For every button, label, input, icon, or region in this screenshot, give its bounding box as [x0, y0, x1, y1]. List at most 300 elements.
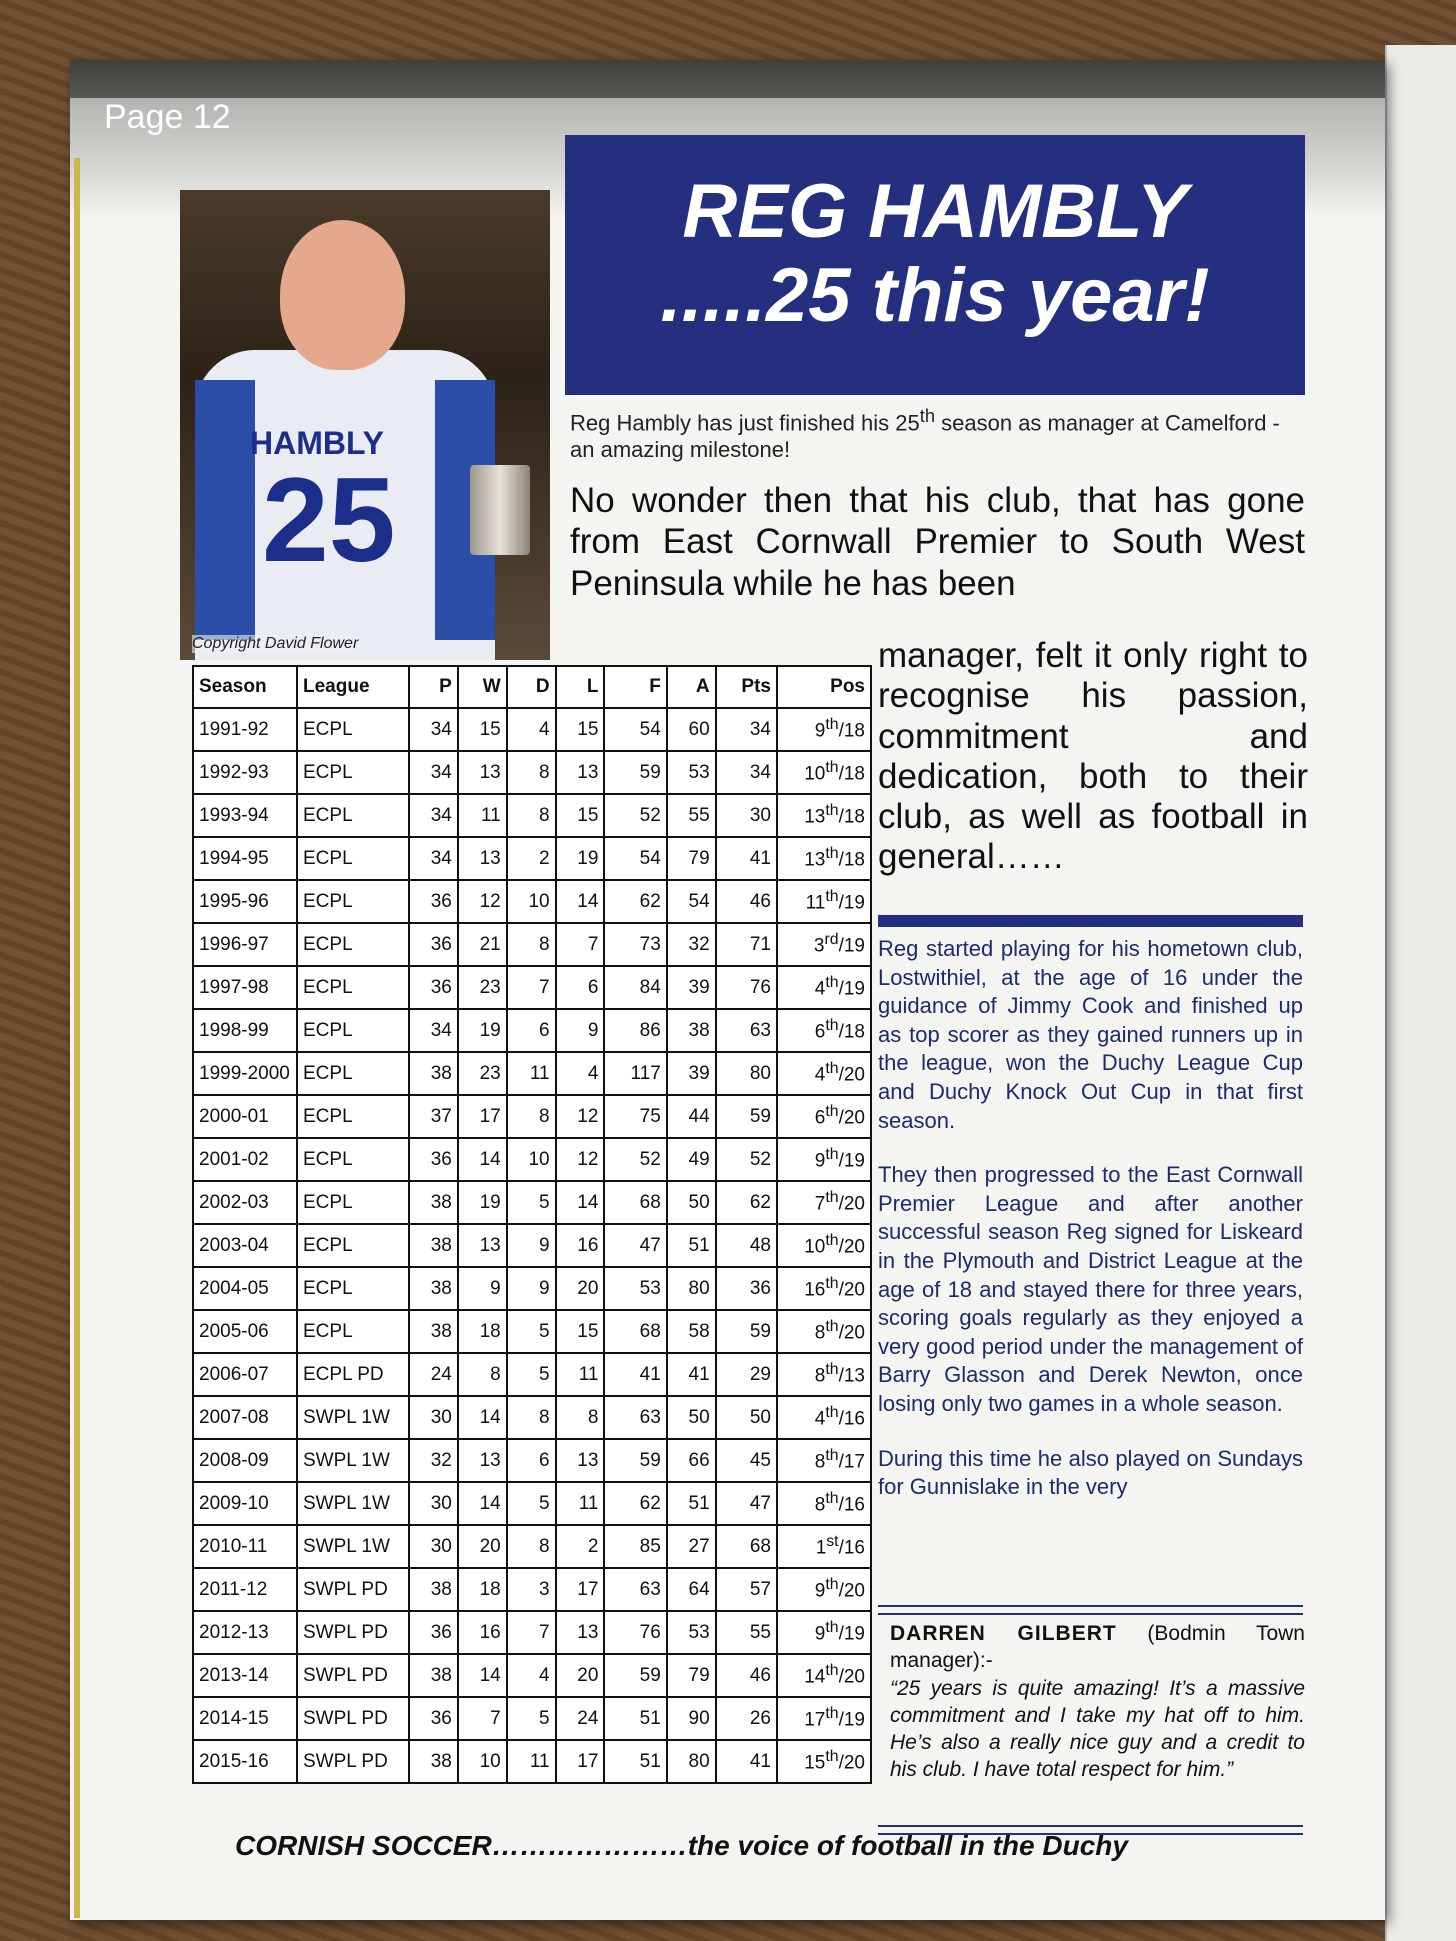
cell-f: 52: [604, 794, 666, 837]
cell-f: 76: [604, 1611, 666, 1654]
cell-w: 15: [458, 708, 507, 751]
cell-d: 9: [507, 1267, 556, 1310]
cell-p: 34: [409, 1009, 458, 1052]
intro-before: Reg Hambly has just finished his 25: [570, 410, 920, 436]
cell-a: 53: [667, 1611, 716, 1654]
cell-w: 14: [458, 1654, 507, 1697]
cell-p: 34: [409, 751, 458, 794]
cell-p: 36: [409, 966, 458, 1009]
pos-suffix: st: [826, 1533, 839, 1551]
pos-suffix: th: [825, 845, 839, 863]
cell-pts: 30: [716, 794, 777, 837]
pos-total: /19: [838, 935, 865, 957]
cell-season: 1997-98: [193, 966, 297, 1009]
cell-a: 79: [667, 837, 716, 880]
cell-f: 68: [604, 1181, 666, 1224]
pos-total: /18: [838, 806, 865, 828]
cell-pts: 62: [716, 1181, 777, 1224]
cell-pts: 29: [716, 1353, 777, 1396]
cell-pos: [777, 708, 871, 751]
cell-season: 2000-01: [193, 1095, 297, 1138]
pos-number: 8: [814, 1451, 826, 1473]
cell-w: 12: [458, 880, 507, 923]
pos-suffix: th: [825, 974, 839, 992]
cell-f: 53: [604, 1267, 666, 1310]
cell-l: 16: [556, 1224, 605, 1267]
cell-pts: 34: [716, 708, 777, 751]
cell-season: 1999-2000: [193, 1052, 297, 1095]
article-body: [878, 935, 1303, 1528]
cell-l: 13: [556, 1611, 605, 1654]
cell-a: 39: [667, 966, 716, 1009]
col-header-w: W: [458, 666, 507, 708]
photo-sleeve-left: [195, 380, 255, 640]
cell-season: 2011-12: [193, 1568, 297, 1611]
cell-league: ECPL: [297, 1267, 409, 1310]
cell-pts: 34: [716, 751, 777, 794]
cell-p: 30: [409, 1396, 458, 1439]
cell-season: 2007-08: [193, 1396, 297, 1439]
title-banner: [565, 135, 1305, 395]
cell-p: 36: [409, 1611, 458, 1654]
pos-suffix: th: [825, 1318, 839, 1336]
pos-suffix: th: [825, 1103, 839, 1121]
pos-number: 8: [814, 1322, 826, 1344]
cell-league: SWPL 1W: [297, 1482, 409, 1525]
cell-p: 38: [409, 1740, 458, 1783]
cell-p: 34: [409, 708, 458, 751]
cell-a: 27: [667, 1525, 716, 1568]
cell-l: 15: [556, 708, 605, 751]
intro-text: [570, 405, 1305, 463]
section-divider: [878, 915, 1303, 927]
cell-season: 2002-03: [193, 1181, 297, 1224]
pos-suffix: th: [825, 1447, 839, 1465]
cell-d: 8: [507, 1396, 556, 1439]
cell-pos: [777, 1138, 871, 1181]
cell-season: 2004-05: [193, 1267, 297, 1310]
cell-pos: [777, 1697, 871, 1740]
pos-number: 9: [814, 1623, 826, 1645]
cell-pts: 46: [716, 880, 777, 923]
table-row: [193, 1611, 871, 1654]
quote-role: (Bodmin Town manager):-: [890, 1622, 1305, 1673]
cell-d: 3: [507, 1568, 556, 1611]
cell-w: 20: [458, 1525, 507, 1568]
cell-p: 38: [409, 1052, 458, 1095]
cell-league: ECPL: [297, 966, 409, 1009]
cell-season: 1996-97: [193, 923, 297, 966]
table-row: [193, 1138, 871, 1181]
cell-pts: 50: [716, 1396, 777, 1439]
cell-pos: [777, 966, 871, 1009]
cell-f: 54: [604, 837, 666, 880]
cell-pts: 41: [716, 1740, 777, 1783]
cell-w: 13: [458, 837, 507, 880]
left-edge-rule: [74, 158, 80, 1918]
cell-a: 58: [667, 1310, 716, 1353]
pos-suffix: rd: [824, 931, 839, 949]
col-header-l: L: [556, 666, 605, 708]
pos-number: 10: [804, 763, 826, 785]
cell-pos: [777, 837, 871, 880]
cell-a: 39: [667, 1052, 716, 1095]
cell-a: 66: [667, 1439, 716, 1482]
cell-league: SWPL 1W: [297, 1525, 409, 1568]
pos-total: /19: [838, 978, 865, 1000]
pos-suffix: th: [825, 1232, 839, 1250]
cell-league: ECPL: [297, 708, 409, 751]
cell-f: 52: [604, 1138, 666, 1181]
table-row: [193, 966, 871, 1009]
table-row: [193, 837, 871, 880]
col-header-pts: Pts: [716, 666, 777, 708]
table-row: [193, 923, 871, 966]
cell-w: 18: [458, 1568, 507, 1611]
cell-d: 8: [507, 1095, 556, 1138]
table-row: [193, 1525, 871, 1568]
pos-total: /20: [838, 1322, 865, 1344]
table-header-row: [193, 666, 871, 708]
pos-number: 13: [804, 849, 826, 871]
cell-league: ECPL: [297, 1009, 409, 1052]
table-row: [193, 880, 871, 923]
pos-total: /19: [838, 1150, 865, 1172]
photo-head: [280, 220, 405, 370]
cell-l: 17: [556, 1740, 605, 1783]
quote-top-rule: [878, 1605, 1303, 1615]
pos-number: 10: [804, 1236, 826, 1258]
cell-f: 59: [604, 1654, 666, 1697]
cell-p: 36: [409, 923, 458, 966]
table-row: [193, 1224, 871, 1267]
cell-p: 37: [409, 1095, 458, 1138]
cell-pos: [777, 1052, 871, 1095]
cell-season: 2015-16: [193, 1740, 297, 1783]
col-header-league: League: [297, 666, 409, 708]
cell-season: 1991-92: [193, 708, 297, 751]
cell-l: 6: [556, 966, 605, 1009]
pos-number: 8: [814, 1494, 826, 1516]
pos-suffix: th: [825, 1361, 839, 1379]
cell-pos: [777, 1224, 871, 1267]
cell-p: 24: [409, 1353, 458, 1396]
cell-pos: [777, 1568, 871, 1611]
table-row: [193, 1095, 871, 1138]
cell-d: 10: [507, 880, 556, 923]
table-row: [193, 1310, 871, 1353]
facing-page-edge: [1385, 45, 1456, 1941]
cell-league: ECPL: [297, 923, 409, 966]
cell-pos: [777, 923, 871, 966]
cell-w: 23: [458, 966, 507, 1009]
cell-season: 2006-07: [193, 1353, 297, 1396]
cell-d: 5: [507, 1697, 556, 1740]
table-row: [193, 751, 871, 794]
pos-total: /18: [838, 849, 865, 871]
cell-d: 11: [507, 1052, 556, 1095]
cell-w: 19: [458, 1009, 507, 1052]
cell-p: 38: [409, 1310, 458, 1353]
cell-a: 49: [667, 1138, 716, 1181]
cell-pts: 59: [716, 1095, 777, 1138]
title-line-1: REG HAMBLY: [682, 169, 1188, 254]
cell-pos: [777, 1009, 871, 1052]
pos-number: 6: [814, 1107, 826, 1129]
cell-pos: [777, 1439, 871, 1482]
pos-total: /20: [838, 1107, 865, 1129]
pos-number: 1: [815, 1537, 827, 1559]
pos-total: /18: [838, 763, 865, 785]
pos-total: /20: [838, 1666, 865, 1688]
cell-f: 62: [604, 1482, 666, 1525]
cell-pos: [777, 1611, 871, 1654]
table-body: [193, 708, 871, 1783]
pos-total: /20: [838, 1236, 865, 1258]
table-row: [193, 1267, 871, 1310]
table-row: [193, 1009, 871, 1052]
cell-a: 50: [667, 1181, 716, 1224]
pos-number: 13: [804, 806, 826, 828]
cell-f: 41: [604, 1353, 666, 1396]
cell-a: 50: [667, 1396, 716, 1439]
pos-suffix: th: [825, 1275, 839, 1293]
pos-suffix: th: [825, 716, 839, 734]
pos-total: /20: [838, 1193, 865, 1215]
pos-suffix: th: [825, 1060, 839, 1078]
cell-d: 9: [507, 1224, 556, 1267]
cell-p: 34: [409, 794, 458, 837]
cell-a: 64: [667, 1568, 716, 1611]
cell-w: 17: [458, 1095, 507, 1138]
cell-p: 38: [409, 1181, 458, 1224]
cell-pts: 48: [716, 1224, 777, 1267]
cell-a: 53: [667, 751, 716, 794]
col-header-season: Season: [193, 666, 297, 708]
cell-f: 59: [604, 751, 666, 794]
quote-text: “25 years is quite amazing! It’s a massive commitment and I take my hat off to him. He’s also a really nice guy and a credit to his club. I have total respect for him.”: [890, 1676, 1305, 1782]
cell-d: 5: [507, 1482, 556, 1525]
title-line-2: .....25 this year!: [660, 252, 1210, 338]
cell-d: 2: [507, 837, 556, 880]
cell-w: 9: [458, 1267, 507, 1310]
cell-league: ECPL: [297, 794, 409, 837]
cell-league: SWPL 1W: [297, 1439, 409, 1482]
cell-l: 14: [556, 880, 605, 923]
table-row: [193, 1482, 871, 1525]
cell-pos: [777, 1095, 871, 1138]
cell-a: 51: [667, 1482, 716, 1525]
cell-pts: 63: [716, 1009, 777, 1052]
pos-total: /18: [838, 1021, 865, 1043]
cell-p: 36: [409, 1697, 458, 1740]
cell-a: 38: [667, 1009, 716, 1052]
cell-f: 85: [604, 1525, 666, 1568]
cell-league: ECPL PD: [297, 1353, 409, 1396]
pos-total: /17: [838, 1451, 865, 1473]
cell-league: ECPL: [297, 1095, 409, 1138]
cell-d: 8: [507, 923, 556, 966]
cell-f: 75: [604, 1095, 666, 1138]
pos-total: /16: [838, 1408, 865, 1430]
cell-d: 6: [507, 1009, 556, 1052]
cell-d: 7: [507, 966, 556, 1009]
cell-f: 68: [604, 1310, 666, 1353]
pos-suffix: th: [825, 1146, 839, 1164]
cell-a: 55: [667, 794, 716, 837]
cell-league: SWPL 1W: [297, 1396, 409, 1439]
pos-suffix: th: [825, 1705, 839, 1723]
cell-pts: 26: [716, 1697, 777, 1740]
col-header-a: A: [667, 666, 716, 708]
lead-paragraph-column: manager, felt it only right to recognise his passion, commitment and dedication, both to their club, as well as football in general……: [878, 636, 1308, 877]
col-header-p: P: [409, 666, 458, 708]
body-paragraph-1: Reg started playing for his hometown club, Lostwithiel, at the age of 16 under the guidance of Jimmy Cook and finished up as top scorer as they gained runners up in the league, won the Duchy League Cup and Duchy Knock Out Cup in that first season.: [878, 936, 1303, 1133]
cell-league: SWPL PD: [297, 1654, 409, 1697]
cell-pts: 36: [716, 1267, 777, 1310]
cell-l: 8: [556, 1396, 605, 1439]
table-row: [193, 1697, 871, 1740]
photo-credit: Copyright David Flower: [192, 635, 359, 652]
table-row: [193, 1353, 871, 1396]
page-footer: CORNISH SOCCER…………………the voice of football in the Duchy: [235, 1830, 1128, 1861]
cell-w: 14: [458, 1482, 507, 1525]
cell-w: 18: [458, 1310, 507, 1353]
pos-number: 17: [804, 1709, 826, 1731]
pos-suffix: th: [825, 1017, 839, 1035]
pos-suffix: th: [825, 759, 839, 777]
cell-a: 32: [667, 923, 716, 966]
pos-suffix: th: [825, 1404, 839, 1422]
cell-league: ECPL: [297, 1224, 409, 1267]
cell-season: 2005-06: [193, 1310, 297, 1353]
pos-number: 4: [814, 978, 826, 1000]
cell-l: 20: [556, 1267, 605, 1310]
cell-d: 11: [507, 1740, 556, 1783]
tankard-trophy: [470, 465, 530, 555]
cell-a: 54: [667, 880, 716, 923]
cell-season: 1995-96: [193, 880, 297, 923]
cell-pos: [777, 1353, 871, 1396]
cell-a: 51: [667, 1224, 716, 1267]
cell-p: 38: [409, 1568, 458, 1611]
cell-l: 2: [556, 1525, 605, 1568]
cell-pts: 76: [716, 966, 777, 1009]
cell-a: 60: [667, 708, 716, 751]
cell-l: 9: [556, 1009, 605, 1052]
cell-a: 90: [667, 1697, 716, 1740]
pos-suffix: th: [825, 1662, 839, 1680]
pos-total: /19: [838, 1623, 865, 1645]
cell-pts: 59: [716, 1310, 777, 1353]
cell-season: 2001-02: [193, 1138, 297, 1181]
pos-number: 9: [814, 1580, 826, 1602]
cell-l: 14: [556, 1181, 605, 1224]
cell-league: ECPL: [297, 880, 409, 923]
cell-a: 79: [667, 1654, 716, 1697]
cell-w: 13: [458, 1224, 507, 1267]
cell-p: 34: [409, 837, 458, 880]
cell-w: 21: [458, 923, 507, 966]
cell-season: 2003-04: [193, 1224, 297, 1267]
pos-number: 8: [814, 1365, 826, 1387]
cell-f: 63: [604, 1568, 666, 1611]
cell-season: 2014-15: [193, 1697, 297, 1740]
cell-w: 10: [458, 1740, 507, 1783]
cell-league: ECPL: [297, 1052, 409, 1095]
pull-quote: [890, 1620, 1305, 1784]
cell-league: SWPL PD: [297, 1611, 409, 1654]
cell-l: 20: [556, 1654, 605, 1697]
cell-f: 73: [604, 923, 666, 966]
cell-f: 59: [604, 1439, 666, 1482]
pos-number: 6: [814, 1021, 826, 1043]
intro-after: season as manager at Camelford - an amazing milestone!: [570, 410, 1280, 462]
pos-number: 15: [804, 1752, 826, 1774]
cell-pos: [777, 1267, 871, 1310]
cell-w: 14: [458, 1396, 507, 1439]
cell-w: 14: [458, 1138, 507, 1181]
pos-number: 4: [814, 1408, 826, 1430]
pos-total: /20: [838, 1064, 865, 1086]
table-row: [193, 1740, 871, 1783]
cell-l: 13: [556, 1439, 605, 1482]
cell-season: 2012-13: [193, 1611, 297, 1654]
cell-league: ECPL: [297, 1181, 409, 1224]
shirt-number-text: 25: [262, 453, 396, 587]
table-row: [193, 1439, 871, 1482]
pos-suffix: th: [825, 1189, 839, 1207]
pos-suffix: th: [825, 888, 839, 906]
cell-league: SWPL PD: [297, 1697, 409, 1740]
cell-f: 63: [604, 1396, 666, 1439]
table-row: [193, 1396, 871, 1439]
cell-l: 11: [556, 1482, 605, 1525]
cell-p: 30: [409, 1482, 458, 1525]
pos-number: 7: [814, 1193, 826, 1215]
cell-d: 4: [507, 1654, 556, 1697]
magazine-page: [70, 60, 1385, 1920]
cell-season: 1998-99: [193, 1009, 297, 1052]
cell-season: 2010-11: [193, 1525, 297, 1568]
cell-pos: [777, 1396, 871, 1439]
table-row: [193, 1654, 871, 1697]
cell-d: 8: [507, 1525, 556, 1568]
cell-f: 47: [604, 1224, 666, 1267]
cell-league: ECPL: [297, 1138, 409, 1181]
cell-pos: [777, 1482, 871, 1525]
cell-pts: 45: [716, 1439, 777, 1482]
cell-l: 4: [556, 1052, 605, 1095]
cell-pts: 80: [716, 1052, 777, 1095]
col-header-f: F: [604, 666, 666, 708]
cell-pos: [777, 1181, 871, 1224]
pos-number: 11: [805, 892, 826, 914]
body-paragraph-3: During this time he also played on Sundays for Gunnislake in the very: [878, 1445, 1303, 1500]
pos-suffix: th: [825, 1576, 839, 1594]
cell-d: 5: [507, 1181, 556, 1224]
table-row: [193, 1052, 871, 1095]
pos-suffix: th: [825, 802, 839, 820]
shirt-name-text: HAMBLY: [250, 425, 384, 461]
cell-season: 2008-09: [193, 1439, 297, 1482]
cell-w: 13: [458, 751, 507, 794]
cell-p: 30: [409, 1525, 458, 1568]
pos-number: 4: [814, 1064, 826, 1086]
cell-pts: 47: [716, 1482, 777, 1525]
pos-total: /19: [838, 1709, 865, 1731]
cell-f: 54: [604, 708, 666, 751]
